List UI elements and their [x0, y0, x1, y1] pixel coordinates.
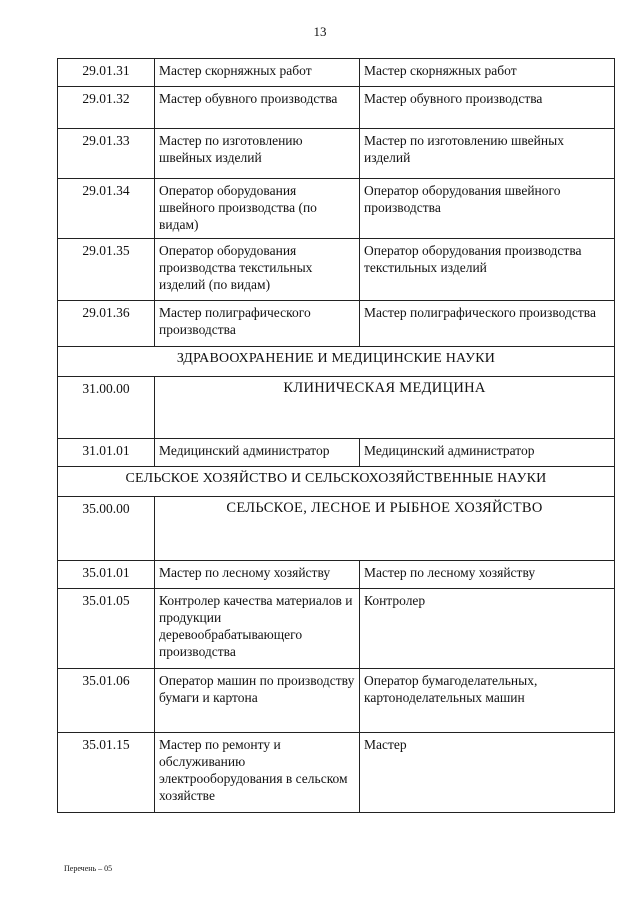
- profession-cell: Мастер по изготовлению швейных изделий: [155, 129, 360, 179]
- section-heading: ЗДРАВООХРАНЕНИЕ И МЕДИЦИНСКИЕ НАУКИ: [58, 347, 615, 377]
- table-row: [58, 129, 615, 179]
- profession-cell: Оператор машин по производству бумаги и картона: [155, 669, 360, 733]
- table-row: [58, 59, 615, 87]
- table-row: [58, 733, 615, 813]
- section-heading: СЕЛЬСКОЕ ХОЗЯЙСТВО И СЕЛЬСКОХОЗЯЙСТВЕННЫЕ НАУКИ: [58, 467, 615, 497]
- code-cell: 29.01.35: [58, 239, 155, 301]
- code-cell: 29.01.33: [58, 129, 155, 179]
- code-cell: 35.01.01: [58, 561, 155, 589]
- profession-cell: Оператор оборудования швейного производства (по видам): [155, 179, 360, 239]
- group-code-cell: 31.00.00: [58, 377, 155, 439]
- section-row: [58, 467, 615, 497]
- profession-cell: Мастер полиграфического производства: [155, 301, 360, 347]
- group-code-cell: 35.00.00: [58, 497, 155, 561]
- profession-cell: Медицинский администратор: [155, 439, 360, 467]
- table-row: [58, 179, 615, 239]
- table-row: [58, 439, 615, 467]
- code-cell: 29.01.32: [58, 87, 155, 129]
- section-row: [58, 347, 615, 377]
- code-cell: 29.01.36: [58, 301, 155, 347]
- group-row: [58, 497, 615, 561]
- qualification-cell: Медицинский администратор: [360, 439, 615, 467]
- profession-cell: Контролер качества материалов и продукции деревообрабатывающего производства: [155, 589, 360, 669]
- group-title-cell: КЛИНИЧЕСКАЯ МЕДИЦИНА: [155, 377, 615, 439]
- qualification-cell: Мастер обувного производства: [360, 87, 615, 129]
- profession-cell: Мастер скорняжных работ: [155, 59, 360, 87]
- table-row: [58, 239, 615, 301]
- table-row: [58, 301, 615, 347]
- profession-cell: Оператор оборудования производства текстильных изделий (по видам): [155, 239, 360, 301]
- profession-cell: Мастер по ремонту и обслуживанию электрооборудования в сельском хозяйстве: [155, 733, 360, 813]
- table-row: [58, 561, 615, 589]
- page-number: 13: [313, 24, 327, 39]
- qualification-cell: Контролер: [360, 589, 615, 669]
- table-row: [58, 589, 615, 669]
- qualification-cell: Оператор оборудования производства текстильных изделий: [360, 239, 615, 301]
- code-cell: 35.01.15: [58, 733, 155, 813]
- table-row: [58, 87, 615, 129]
- qualification-cell: Мастер скорняжных работ: [360, 59, 615, 87]
- code-cell: 31.01.01: [58, 439, 155, 467]
- qualification-cell: Мастер полиграфического производства: [360, 301, 615, 347]
- profession-cell: Мастер по лесному хозяйству: [155, 561, 360, 589]
- group-title-cell: СЕЛЬСКОЕ, ЛЕСНОЕ И РЫБНОЕ ХОЗЯЙСТВО: [155, 497, 615, 561]
- profession-cell: Мастер обувного производства: [155, 87, 360, 129]
- qualification-cell: Мастер по лесному хозяйству: [360, 561, 615, 589]
- group-row: [58, 377, 615, 439]
- code-cell: 29.01.34: [58, 179, 155, 239]
- table-row: [58, 669, 615, 733]
- qualification-cell: Оператор оборудования швейного производства: [360, 179, 615, 239]
- qualification-cell: Мастер: [360, 733, 615, 813]
- code-cell: 35.01.05: [58, 589, 155, 669]
- qualification-cell: Мастер по изготовлению швейных изделий: [360, 129, 615, 179]
- code-cell: 35.01.06: [58, 669, 155, 733]
- code-cell: 29.01.31: [58, 59, 155, 87]
- professions-table: [57, 58, 615, 813]
- qualification-cell: Оператор бумагоделательных, картоноделательных машин: [360, 669, 615, 733]
- footer-note: Перечень – 05: [64, 864, 113, 873]
